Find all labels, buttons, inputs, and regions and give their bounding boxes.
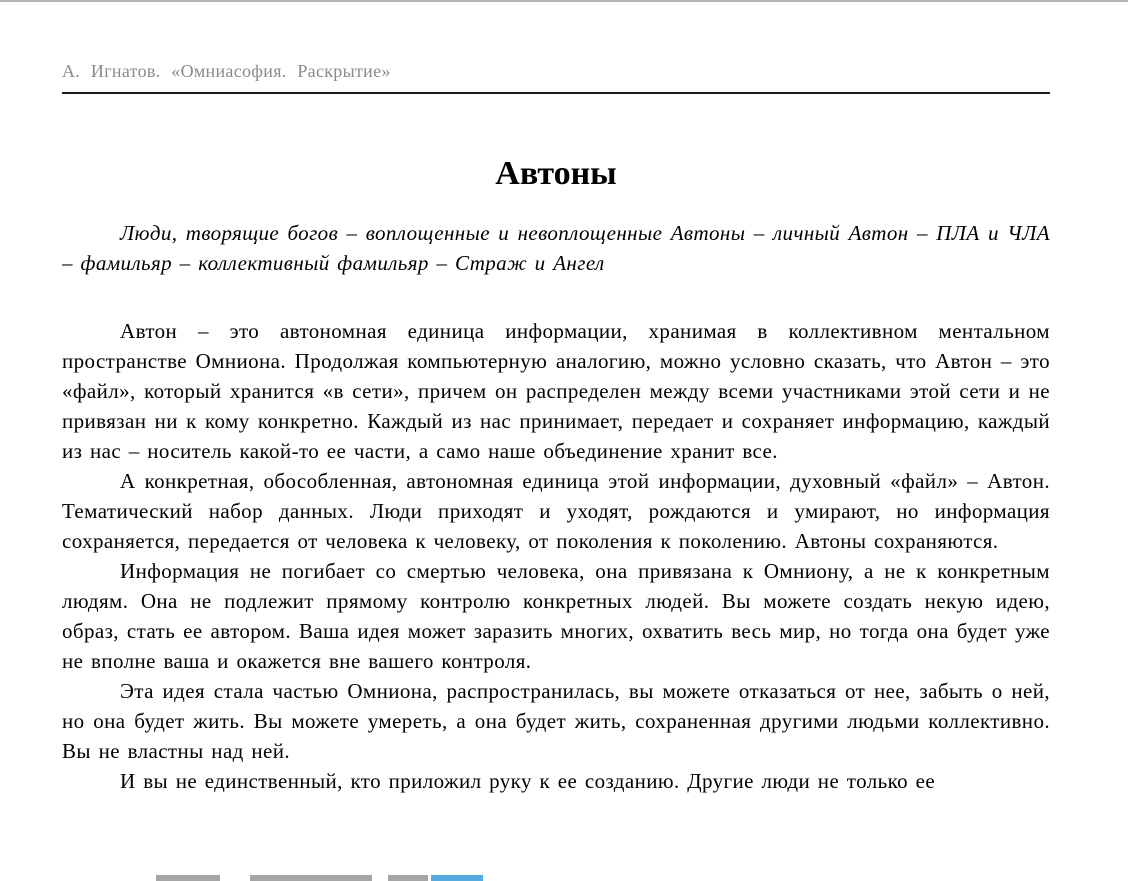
chapter-title: Автоны [495,155,617,192]
paragraph: И вы не единственный, кто приложил руку к ее созданию. Другие люди не только ее [120,769,936,793]
page-text-area[interactable] [62,0,1050,881]
paragraph: Информация не погибает со смертью человека, она привязана к Омниону, а не к конкретным людям. Она не подлежит прямому контролю конкретных людей. Вы можете создать некую идею, образ, стать ее автором. Ваша идея может заразить многих, охватить весь мир, но тогда она будет уже не вполне ваша и окажется вне вашего контроля. [62,559,1050,673]
paragraph: Эта идея стала частью Омниона, распространилась, вы можете отказаться от нее, забыть о ней, но она будет жить. Вы можете умереть, а она будет жить, сохраненная другими людьми коллективно. Вы не властны над ней. [62,679,1050,763]
running-header: А. Игнатов. «Омниасофия. Раскрытие» [62,60,1050,94]
paragraph: Автон – это автономная единица информации, хранимая в коллективном ментальном пространстве Омниона. Продолжая компьютерную аналогию, можно условно сказать, что Автон – это «файл», который хранится «в сети», причем он распределен между всеми участниками этой сети и не привязан ни к кому конкретно. Каждый из нас принимает, передает и сохраняет информацию, каждый из нас – носитель какой-то ее части, а само наше объединение хранит все. [62,319,1050,463]
paragraph: А конкретная, обособленная, автономная единица этой информации, духовный «файл» – Автон. Тематический набор данных. Люди приходят и уходят, рождаются и умирают, но информация сохраняется, передается от человека к человеку, от поколения к поколению. Автоны сохраняются. [62,469,1050,553]
chapter-subtitle: Люди, творящие богов – воплощенные и невоплощенные Автоны – личный Автон – ПЛА и ЧЛА – фамильяр – коллективный фамильяр – Страж и Ангел [62,221,1050,275]
